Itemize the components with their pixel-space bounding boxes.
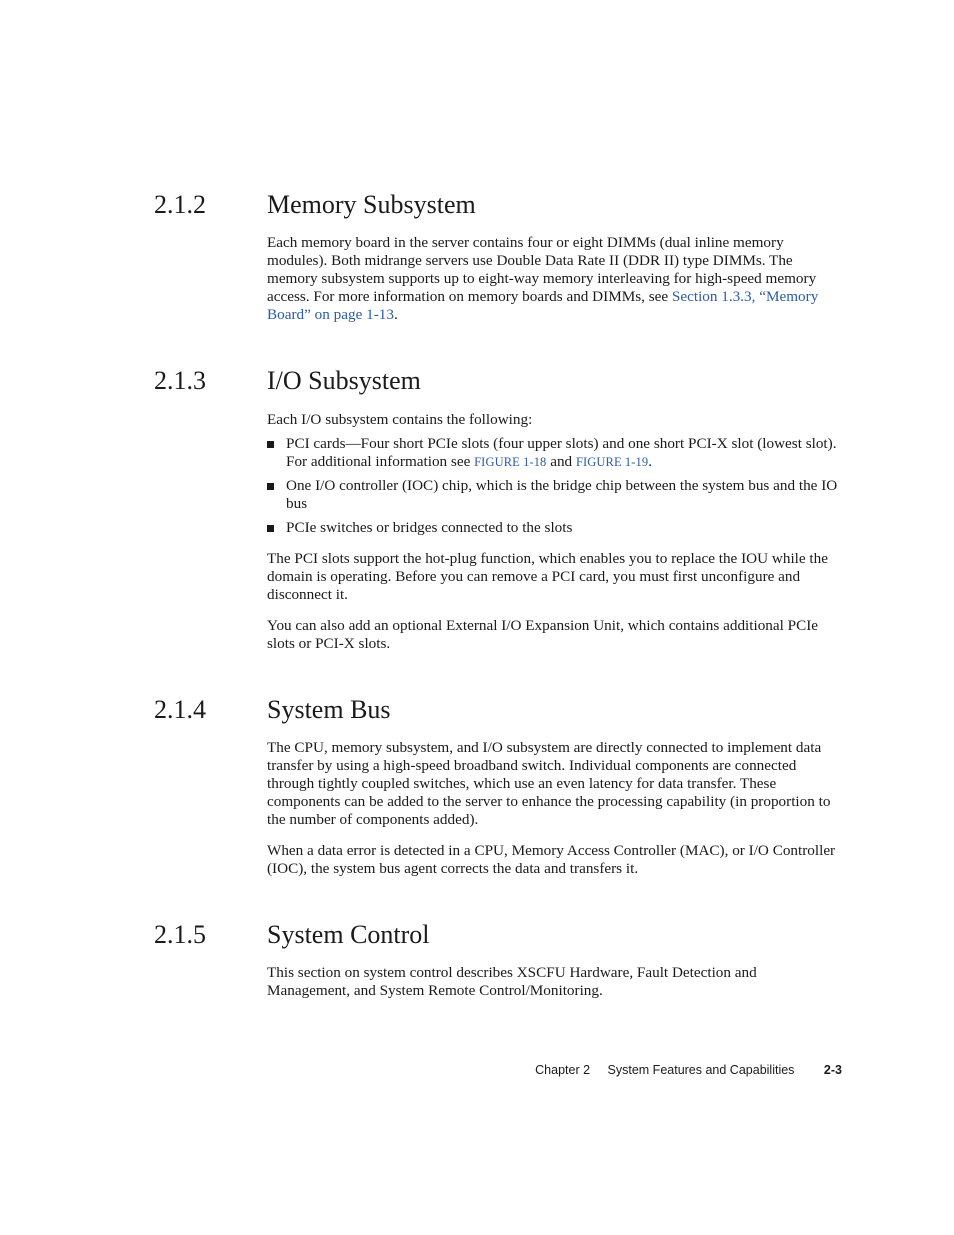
section-body bbox=[267, 739, 842, 891]
list-item bbox=[267, 477, 842, 513]
section-title: System Control bbox=[267, 920, 430, 949]
list-item-end: . bbox=[648, 453, 653, 470]
section-body bbox=[267, 964, 842, 1013]
page-footer bbox=[535, 1063, 842, 1077]
list-item bbox=[267, 435, 842, 471]
paragraph: The CPU, memory subsystem, and I/O subsystem are directly connected to implement data transfer by using a high-speed broadband switch. Individual components are connected through tightly coupled switches, which use an even latency for data transfer. These components can be added to the server to enhance the processing capability (in proportion to the number of components added). bbox=[267, 739, 831, 828]
section-body bbox=[267, 411, 842, 666]
bullet-icon bbox=[267, 525, 274, 532]
section-title: I/O Subsystem bbox=[267, 366, 421, 395]
footer-chapter-title: System Features and Capabilities bbox=[607, 1063, 795, 1077]
list-item-text: PCI cards—Four short PCIe slots (four upper slots) and one short PCI-X slot (lowest slot). For additional information see bbox=[286, 435, 837, 470]
list-item-text: PCIe switches or bridges connected to the slots bbox=[286, 519, 573, 536]
bullet-icon bbox=[267, 483, 274, 490]
figure-1-18-link[interactable]: FIGURE 1-18 bbox=[474, 455, 547, 469]
section-number: 2.1.2 bbox=[154, 190, 206, 219]
paragraph: You can also add an optional External I/O Expansion Unit, which contains additional PCIe slots or PCI-X slots. bbox=[267, 617, 819, 652]
footer-chapter: Chapter 2 bbox=[535, 1063, 591, 1077]
memory-board-link[interactable]: Section 1.3.3, “Memory Board” on page 1-13 bbox=[267, 288, 819, 323]
section-title: System Bus bbox=[267, 695, 391, 724]
section-number: 2.1.4 bbox=[154, 695, 206, 724]
paragraph: When a data error is detected in a CPU, Memory Access Controller (MAC), or I/O Controller (IOC), the system bus agent corrects the data and transfers it. bbox=[267, 842, 836, 877]
conjunction: and bbox=[546, 453, 576, 470]
section-title: Memory Subsystem bbox=[267, 190, 476, 219]
list-item-text: One I/O controller (IOC) chip, which is the bridge chip between the system bus and the IO bus bbox=[286, 477, 838, 512]
bullet-list bbox=[267, 435, 842, 537]
paragraph-text: Each memory board in the server contains four or eight DIMMs (dual inline memory modules). Both midrange servers use Double Data Rate II (DDR II) type DIMMs. The memory subsystem supports up to eight-way memory interleaving for high-speed memory access. For more information on memory boards and DIMMs, see bbox=[267, 234, 817, 305]
link-suffix: . bbox=[393, 306, 398, 323]
paragraph bbox=[267, 234, 842, 324]
bullet-icon bbox=[267, 441, 274, 448]
section-number: 2.1.3 bbox=[154, 366, 206, 395]
paragraph: This section on system control describes XSCFU Hardware, Fault Detection and Management, and System Remote Control/Monitoring. bbox=[267, 964, 757, 999]
section-body bbox=[267, 234, 842, 337]
intro-paragraph: Each I/O subsystem contains the following: bbox=[267, 411, 533, 428]
figure-1-19-link[interactable]: FIGURE 1-19 bbox=[575, 455, 649, 469]
list-item bbox=[267, 519, 842, 537]
section-number: 2.1.5 bbox=[154, 920, 206, 949]
page-number: 2-3 bbox=[823, 1063, 842, 1077]
paragraph: The PCI slots support the hot-plug function, which enables you to replace the IOU while the domain is operating. Before you can remove a PCI card, you must first unconfigure and disconnect it. bbox=[267, 550, 828, 603]
